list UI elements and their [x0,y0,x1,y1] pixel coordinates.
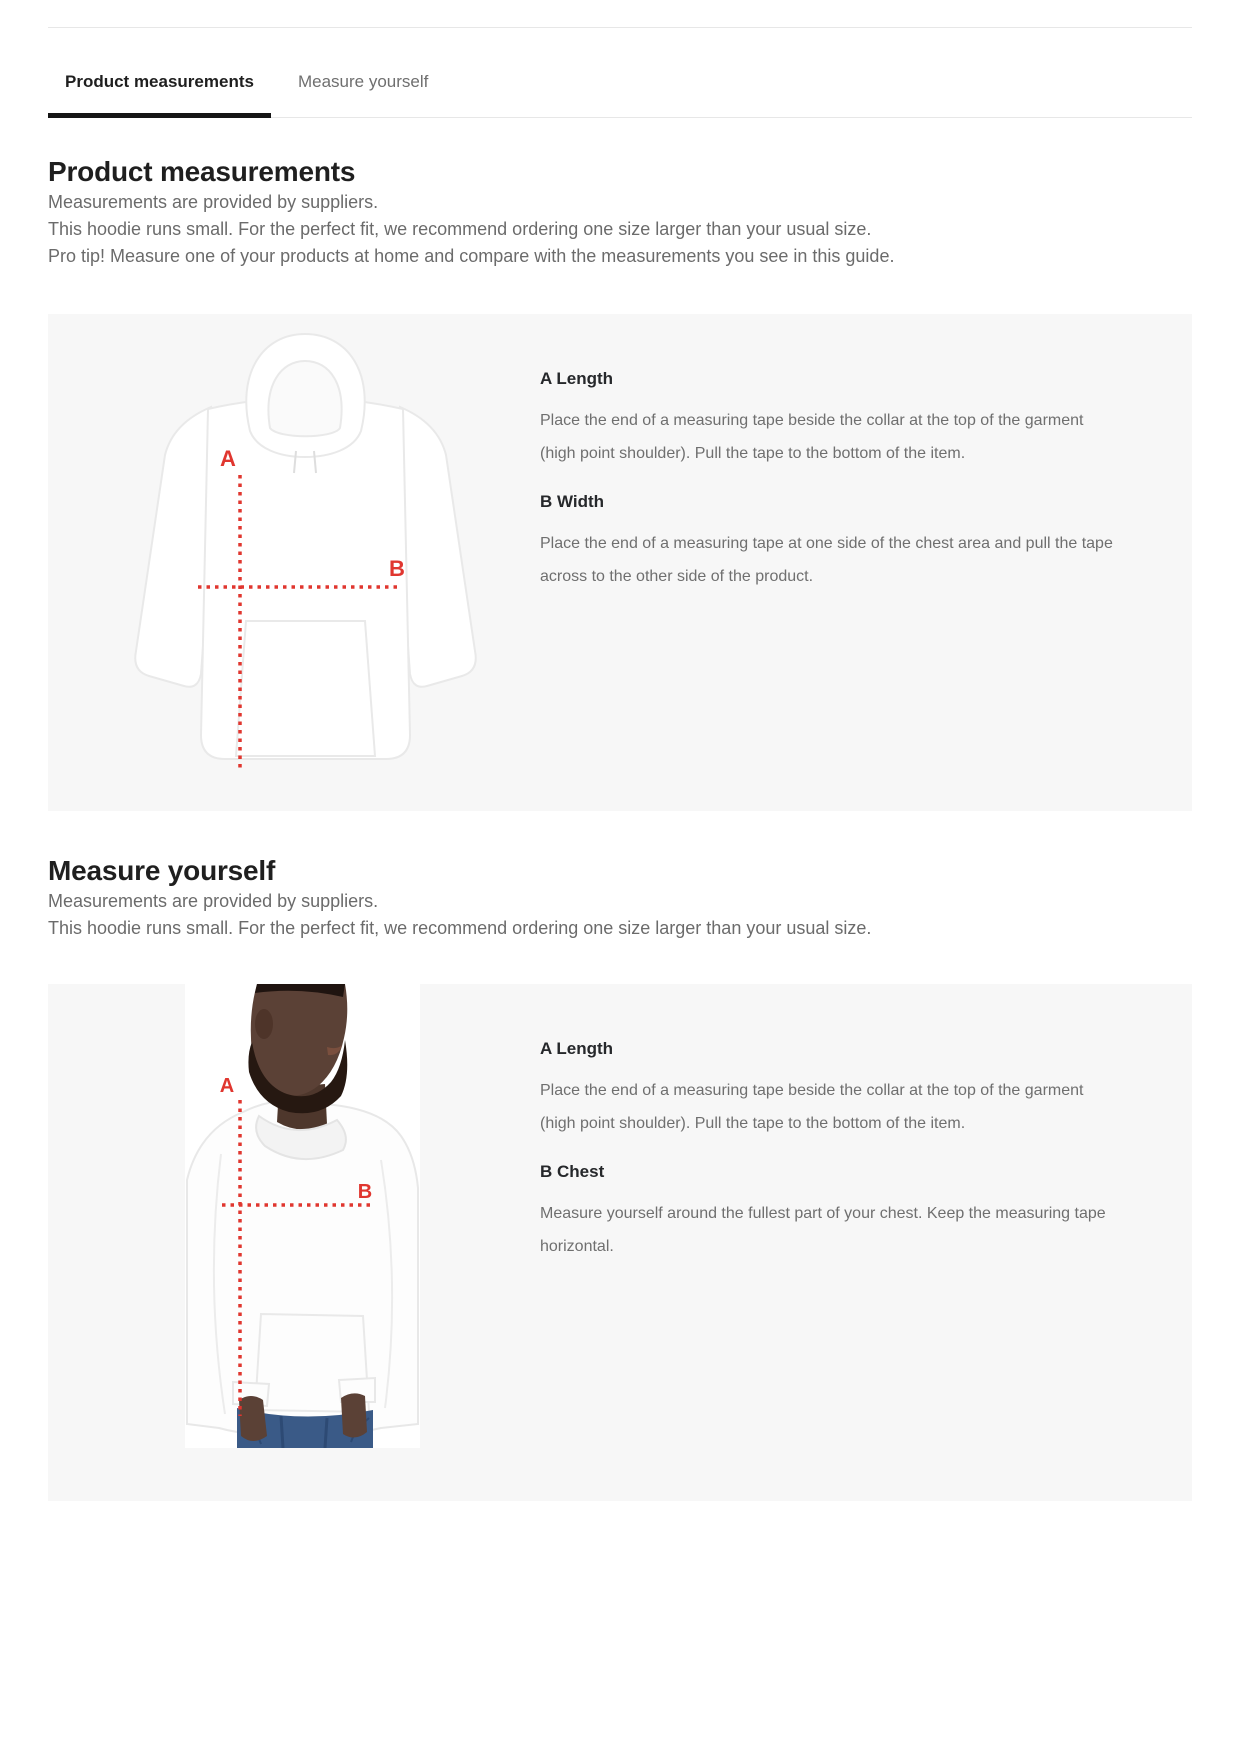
guide-item-description: Place the end of a measuring tape beside the collar at the top of the garment (high point shoulder). Pull the tape to the bottom of the item. [540,412,1084,462]
guide-item-label: B Chest [540,1162,605,1181]
marker-a-label: A [220,446,236,471]
guide-item-description: Place the end of a measuring tape at one side of the chest area and pull the tape across to the other side of the product. [540,535,1113,585]
marker-b-label: B [389,556,405,581]
top-divider [48,0,1192,28]
supplier-note: Measurements are provided by suppliers. [48,891,379,911]
guide-item-label: A Length [540,369,614,388]
measure-yourself-title: Measure yourself [48,855,276,886]
measure-guide-text [540,984,1160,1501]
model-wearing-hoodie-illustration [185,984,420,1448]
size-guide-tab-bar [48,28,1192,118]
guide-item-description: Place the end of a measuring tape beside the collar at the top of the garment (high point shoulder). Pull the tape to the bottom of the item. [540,1082,1084,1132]
marker-a-label: A [219,1075,235,1097]
marker-b-label: B [357,1181,373,1203]
size-guide-content [48,155,1192,1501]
guide-item-label: B Width [540,492,605,511]
pro-tip-note: Pro tip! Measure one of your products at home and compare with the measurements you see in this guide. [48,246,895,266]
tab-product-measurements[interactable]: Product measurements [48,70,271,117]
guide-item-label: A Length [540,1039,614,1058]
model-photo [185,984,420,1448]
product-measurements-panel [48,314,1192,811]
model-figure-area [48,984,540,1501]
measure-yourself-panel [48,984,1192,1501]
guide-item-description: Measure yourself around the fullest part of your chest. Keep the measuring tape horizontal. [540,1205,1106,1255]
hoodie-flat-illustration [123,329,488,794]
hoodie-figure-area [48,314,540,811]
fit-note: This hoodie runs small. For the perfect fit, we recommend ordering one size larger than your usual size. [48,918,872,938]
fit-note: This hoodie runs small. For the perfect fit, we recommend ordering one size larger than your usual size. [48,219,872,239]
product-measurements-title: Product measurements [48,156,356,187]
tab-measure-yourself[interactable]: Measure yourself [297,72,429,91]
supplier-note: Measurements are provided by suppliers. [48,192,379,212]
product-guide-text [540,314,1160,811]
